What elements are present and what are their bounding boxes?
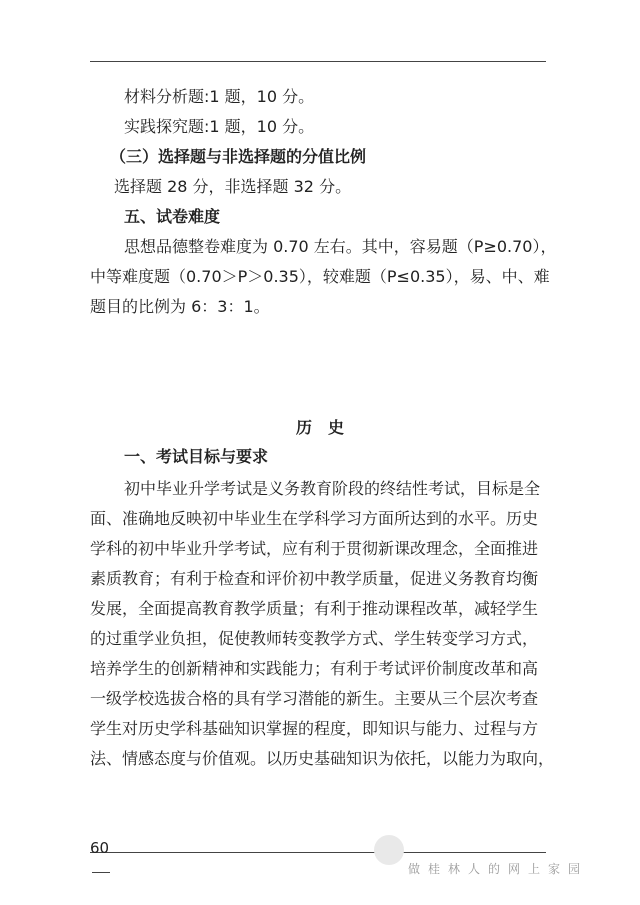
paragraph-line: 培养学生的创新精神和实践能力；有利于考试评价制度改革和高	[90, 659, 539, 678]
footer-rule	[90, 852, 546, 853]
paragraph-line: 面、准确地反映初中毕业生在学科学习方面所达到的水平。历史	[90, 509, 539, 528]
subsection-heading-score-ratio: （三）选择题与非选择题的分值比例	[110, 147, 367, 166]
text-line-practice-inquiry: 实践探究题:1 题，10 分。	[124, 117, 315, 136]
section-heading-exam-goals: 一、考试目标与要求	[124, 447, 269, 466]
history-title: 历 史	[295, 418, 344, 437]
header-rule	[90, 61, 546, 62]
paragraph-line: 发展，全面提高教育教学质量；有利于推动课程改革，减轻学生	[90, 599, 539, 618]
section-heading-difficulty: 五、试卷难度	[124, 207, 221, 226]
page-number-dash	[92, 872, 110, 873]
paragraph-line: 的过重学业负担，促使教师转变教学方式、学生转变学习方式，	[90, 629, 539, 648]
page-number: 60	[90, 839, 110, 857]
paragraph-line: 一级学校选拔合格的具有学习潜能的新生。主要从三个层次考查	[90, 689, 539, 708]
paragraph-line: 法、情感态度与价值观。以历史基础知识为依托，以能力为取向，	[90, 749, 555, 768]
paragraph-line: 学科的初中毕业升学考试，应有利于贯彻新课改理念，全面推进	[90, 539, 539, 558]
text-line-difficulty-3: 题目的比例为 6：3：1。	[90, 297, 270, 316]
watermark-text: 做桂林人的网上家园	[408, 862, 589, 876]
paragraph-line: 学生对历史学科基础知识掌握的程度，即知识与能力、过程与方	[90, 719, 539, 738]
text-line-difficulty-2: 中等难度题（0.70＞P＞0.35），较难题（P≤0.35），易、中、难	[90, 267, 550, 286]
text-line-difficulty-1: 思想品德整卷难度为 0.70 左右。其中，容易题（P≥0.70），	[124, 237, 557, 256]
paragraph-line: 素质教育；有利于检查和评价初中教学质量，促进义务教育均衡	[90, 569, 539, 588]
text-line-material-analysis: 材料分析题:1 题，10 分。	[124, 87, 315, 106]
text-line-score-ratio: 选择题 28 分，非选择题 32 分。	[114, 177, 352, 196]
paragraph-line: 初中毕业升学考试是义务教育阶段的终结性考试，目标是全	[124, 479, 541, 498]
watermark-logo-icon	[374, 835, 404, 865]
